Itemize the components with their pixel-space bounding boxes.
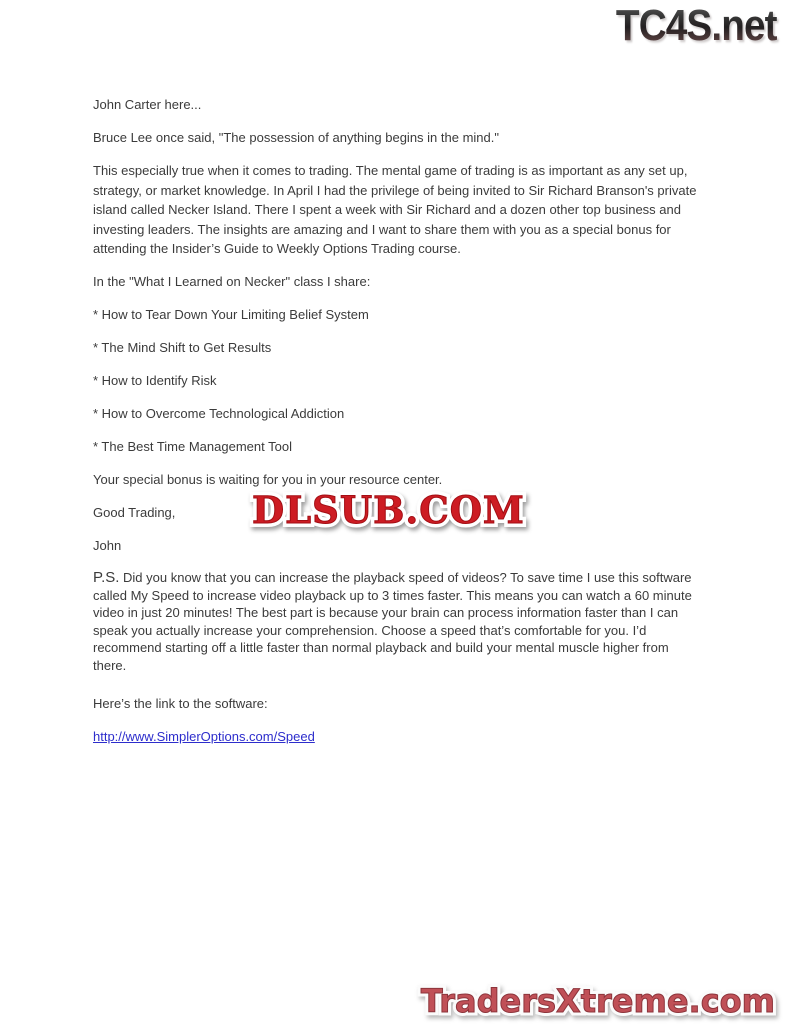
ps-label: P.S.: [93, 569, 120, 586]
link-intro-line: Here’s the link to the software:: [93, 696, 268, 711]
tc4s-logo: TC4S.net: [616, 1, 777, 50]
class-intro-line: In the "What I Learned on Necker" class I share:: [93, 274, 371, 289]
signature-line: John: [93, 538, 122, 553]
bullet-item-mind-shift: * The Mind Shift to Get Results: [93, 340, 272, 355]
link-line: [93, 727, 705, 747]
bullet-item-belief-system: * How to Tear Down Your Limiting Belief System: [93, 307, 369, 322]
simpleroptions-speed-link[interactable]: http://www.SimplerOptions.com/Speed: [93, 729, 315, 744]
letter-paragraph-necker: This especially true when it comes to trading. The mental game of trading is as important as any set up, strategy, or market knowledge. In April I had the privilege of being invited to Sir Richard Branson's private island called Necker Island. There I spent a week with Sir Richard and a dozen other top business and investing leaders. The insights are amazing and I want to share them with you as a special bonus for attending the Insider’s Guide to Weekly Options Trading course.: [93, 163, 697, 256]
bullet-item-technological-addiction: * How to Overcome Technological Addiction: [93, 406, 345, 421]
bullet-item-time-management: * The Best Time Management Tool: [93, 439, 292, 454]
bullet-item-identify-risk: * How to Identify Risk: [93, 373, 217, 388]
dlsub-watermark: DLSUB.COM DLSUB.COM: [252, 489, 525, 531]
tradersxtreme-logo: TradersXtreme.com TradersXtreme.com: [421, 982, 775, 1020]
bonus-line: Your special bonus is waiting for you in your resource center.: [93, 472, 443, 487]
letter-quote: Bruce Lee once said, "The possession of anything begins in the mind.": [93, 130, 499, 145]
ps-paragraph: [93, 569, 705, 674]
letter-body: [93, 95, 705, 760]
ps-text: Did you know that you can increase the playback speed of videos? To save time I use this software called My Speed to increase video playback up to 3 times faster. This means you can watch a 60 minute video in just 20 minutes! The best part is because your brain can process information faster than I can speak you actually increase your comprehension. Choose a speed that’s comfortable for you. I’d recommend starting off a little faster than normal playback and build your mental muscle higher from there.: [93, 570, 692, 673]
letter-intro: John Carter here...: [93, 97, 202, 112]
closing-line: Good Trading,: [93, 505, 176, 520]
